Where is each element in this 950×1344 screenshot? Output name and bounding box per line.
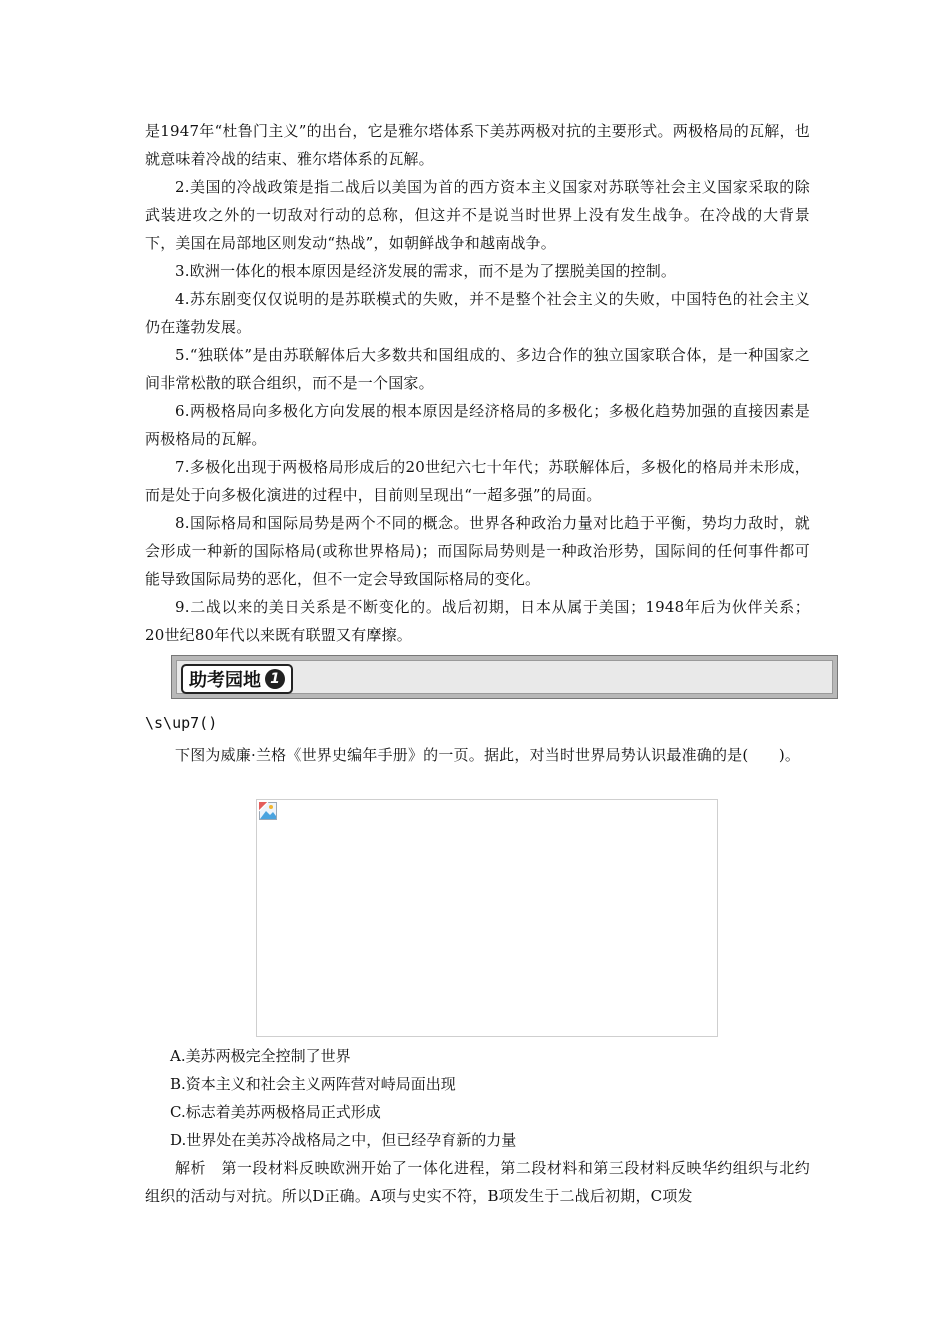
broken-image-icon xyxy=(259,802,277,820)
section-banner xyxy=(171,655,838,699)
paragraph-point-5: 5.“独联体”是由苏联解体后大多数共和国组成的、多边合作的独立国家联合体，是一种国家之间非常松散的联合组织，而不是一个国家。 xyxy=(145,346,810,392)
paragraph-point-4: 4.苏东剧变仅仅说明的是苏联模式的失败，并不是整个社会主义的失败，中国特色的社会主义仍在蓬勃发展。 xyxy=(145,290,810,336)
analysis-text: 解析 第一段材料反映欧洲开始了一体化进程，第二段材料和第三段材料反映华约组织与北约组织的活动与对抗。所以D正确。A项与史实不符，B项发生于二战后初期，C项发 xyxy=(145,1159,810,1205)
option-d: D.世界处在美苏冷战格局之中，但已经孕育新的力量 xyxy=(170,1131,517,1149)
paragraph-point-6: 6.两极格局向多极化方向发展的根本原因是经济格局的多极化；多极化趋势加强的直接因素是两极格局的瓦解。 xyxy=(145,402,810,448)
paragraph-point-2: 2.美国的冷战政策是指二战后以美国为首的西方资本主义国家对苏联等社会主义国家采取的除武装进攻之外的一切敌对行动的总称，但这并不是说当时世界上没有发生战争。在冷战的大背景下，美国在局部地区则发动“热战”，如朝鲜战争和越南战争。 xyxy=(145,178,810,252)
question-figure xyxy=(256,799,718,1037)
paragraph-point-9: 9.二战以来的美日关系是不断变化的。战后初期，日本从属于美国；1948年后为伙伴关系；20世纪80年代以来既有联盟又有摩擦。 xyxy=(145,598,810,644)
section-banner-number: 1 xyxy=(265,669,285,689)
question-stem: 下图为威廉·兰格《世界史编年手册》的一页。据此，对当时世界局势认识最准确的是( )。 xyxy=(175,746,801,764)
section-banner-tag xyxy=(181,664,293,694)
paragraph-point-8: 8.国际格局和国际局势是两个不同的概念。世界各种政治力量对比趋于平衡，势均力敌时，就会形成一种新的国际格局(或称世界格局)；而国际局势则是一种政治形势，国际间的任何事件都可能导致国际局势的恶化，但不一定会导致国际格局的变化。 xyxy=(145,514,810,588)
section-banner-title: 助考园地 xyxy=(189,670,261,691)
paragraph-point-3: 3.欧洲一体化的根本原因是经济发展的需求，而不是为了摆脱美国的控制。 xyxy=(175,262,677,280)
option-c: C.标志着美苏两极格局正式形成 xyxy=(170,1103,381,1121)
option-a: A.美苏两极完全控制了世界 xyxy=(170,1047,351,1065)
field-code-text: \s\up7() xyxy=(145,714,218,732)
paragraph-point-7: 7.多极化出现于两极格局形成后的20世纪六七十年代；苏联解体后，多极化的格局并未形成，而是处于向多极化演进的过程中，目前则呈现出“一超多强”的局面。 xyxy=(145,458,810,504)
paragraph-intro: 是1947年“杜鲁门主义”的出台，它是雅尔塔体系下美苏两极对抗的主要形式。两极格局的瓦解，也就意味着冷战的结束、雅尔塔体系的瓦解。 xyxy=(145,122,810,168)
option-b: B.资本主义和社会主义两阵营对峙局面出现 xyxy=(170,1075,456,1093)
section-banner-bar xyxy=(176,660,833,694)
